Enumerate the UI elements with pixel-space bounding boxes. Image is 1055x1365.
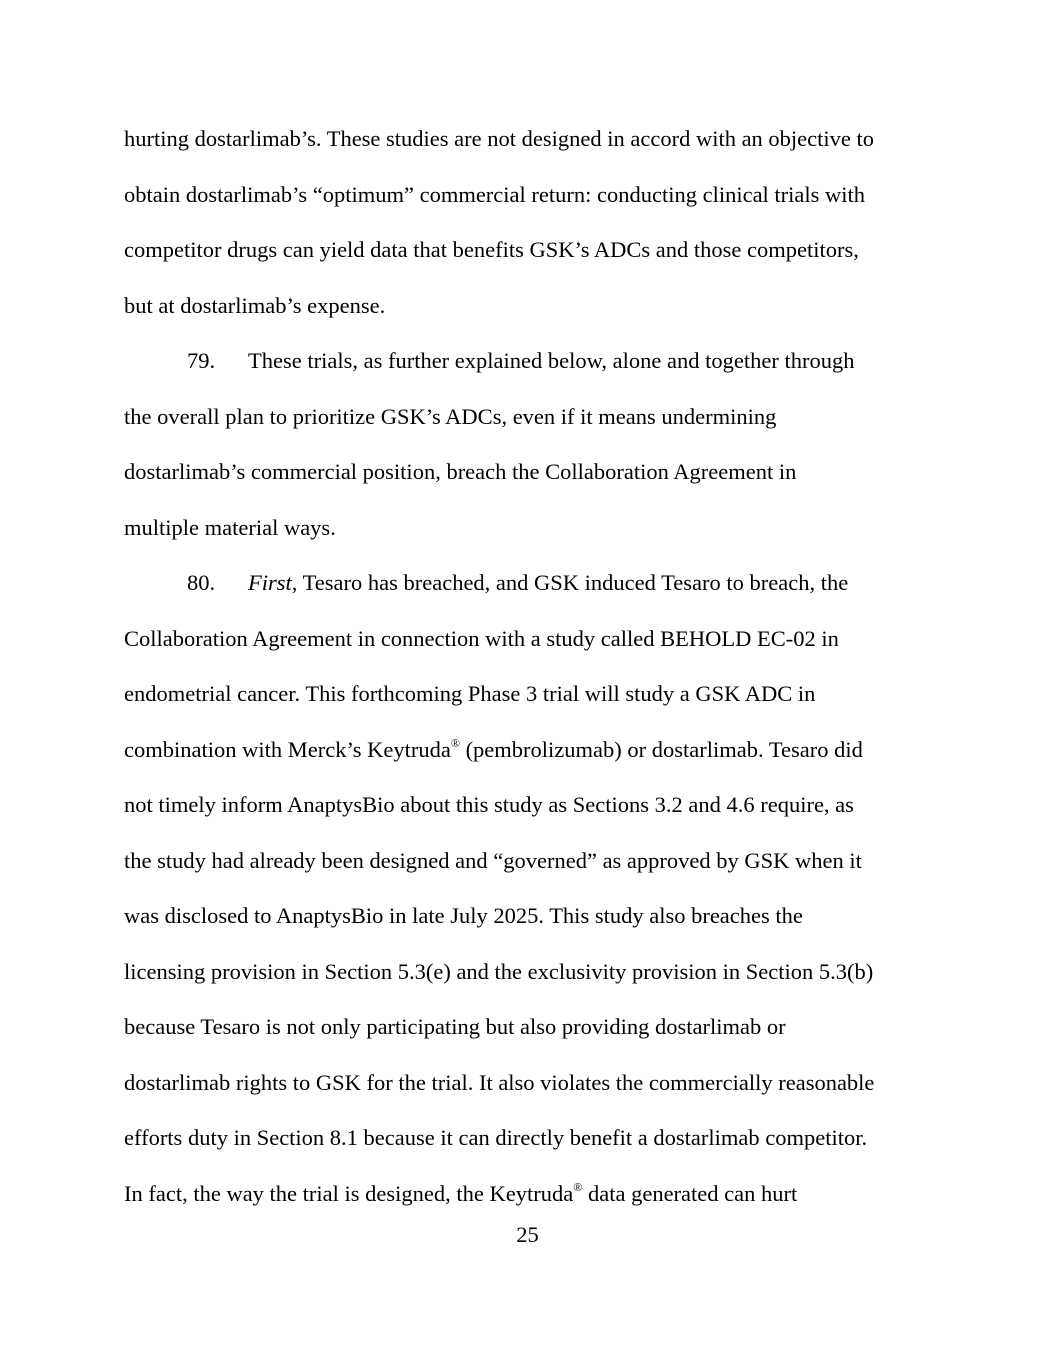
body-text-line: was disclosed to AnaptysBio in late July 2025. This study also breaches the — [124, 903, 803, 928]
paragraph-80-first-line — [187, 568, 1007, 598]
body-text-line: Collaboration Agreement in connection with a study called BEHOLD EC-02 in — [124, 626, 839, 651]
registered-mark: ® — [450, 735, 460, 750]
body-text-line: because Tesaro is not only participating but also providing dostarlimab or — [124, 1014, 786, 1039]
body-text-line: licensing provision in Section 5.3(e) and the exclusivity provision in Section 5.3(b) — [124, 959, 874, 984]
body-text-line: efforts duty in Section 8.1 because it can directly benefit a dostarlimab competitor. — [124, 1125, 868, 1150]
body-text-line: dostarlimab rights to GSK for the trial. It also violates the commercially reasonable — [124, 1070, 875, 1095]
body-text-line: the overall plan to prioritize GSK’s ADCs, even if it means undermining — [124, 404, 777, 429]
body-text: These trials, as further explained below, alone and together through — [248, 348, 855, 373]
body-text-line: dostarlimab’s commercial position, breach the Collaboration Agreement in — [124, 459, 797, 484]
body-text-line: not timely inform AnaptysBio about this study as Sections 3.2 and 4.6 require, as — [124, 792, 854, 817]
page-number: 25 — [516, 1222, 539, 1247]
paragraph-number: 80. — [187, 570, 216, 595]
body-text: , Tesaro has breached, and GSK induced Tesaro to breach, the — [291, 570, 849, 595]
body-text-line: but at dostarlimab’s expense. — [124, 293, 386, 318]
paragraph-79-first-line — [187, 346, 1007, 376]
body-text-line: the study had already been designed and “governed” as approved by GSK when it — [124, 848, 862, 873]
body-text-line — [124, 735, 944, 765]
body-text: combination with Merck’s Keytruda — [124, 737, 451, 762]
body-text-line: competitor drugs can yield data that benefits GSK’s ADCs and those competitors, — [124, 237, 859, 262]
registered-mark: ® — [573, 1179, 583, 1194]
body-text: In fact, the way the trial is designed, the Keytruda — [124, 1181, 574, 1206]
body-text-line: endometrial cancer. This forthcoming Phase 3 trial will study a GSK ADC in — [124, 681, 816, 706]
body-text: (pembrolizumab) or dostarlimab. Tesaro did — [459, 737, 863, 762]
body-text-line — [124, 1179, 944, 1209]
body-text-line: obtain dostarlimab’s “optimum” commercial return: conducting clinical trials with — [124, 182, 866, 207]
emphasis-first: First — [248, 570, 292, 595]
paragraph-number: 79. — [187, 348, 216, 373]
body-text: data generated can hurt — [582, 1181, 798, 1206]
body-text-line: hurting dostarlimab’s. These studies are not designed in accord with an objective to — [124, 126, 875, 151]
body-text-line: multiple material ways. — [124, 515, 336, 540]
